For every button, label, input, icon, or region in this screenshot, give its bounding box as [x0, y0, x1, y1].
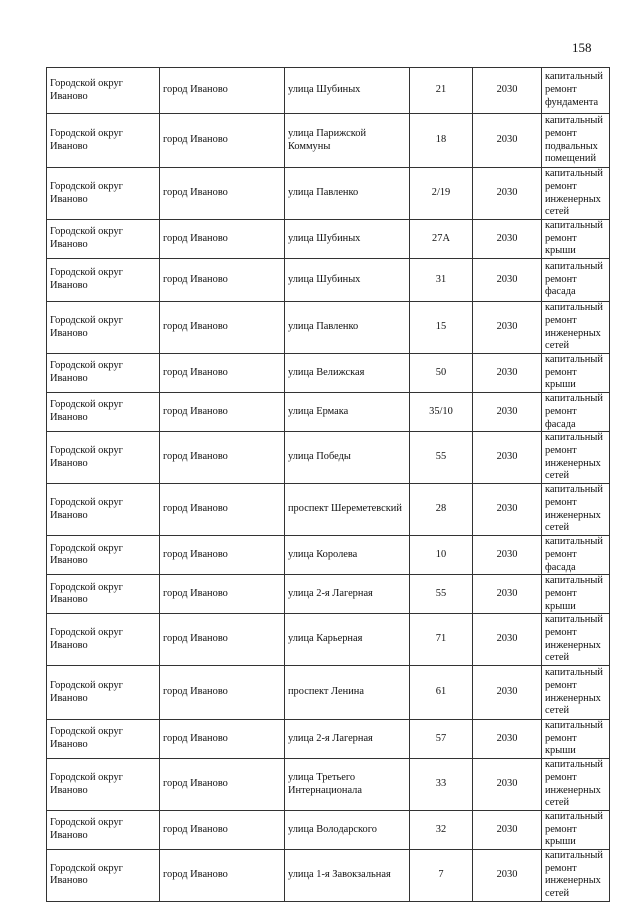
- work-type-cell: капитальный ремонт инженерных сетей: [542, 849, 610, 901]
- house-number-cell: 15: [410, 302, 473, 354]
- house-number-cell: 2/19: [410, 168, 473, 220]
- year-cell: 2030: [473, 302, 542, 354]
- year-cell: 2030: [473, 536, 542, 575]
- work-type-cell: капитальный ремонт инженерных сетей: [542, 759, 610, 811]
- work-type-cell: капитальный ремонт фасада: [542, 259, 610, 302]
- street-cell: улица Павленко: [285, 168, 410, 220]
- street-cell: улица Шубиных: [285, 68, 410, 114]
- table-row: [47, 354, 610, 393]
- city-cell: город Иваново: [160, 536, 285, 575]
- year-cell: 2030: [473, 575, 542, 614]
- street-cell: проспект Шереметевский: [285, 484, 410, 536]
- street-cell: улица Шубиных: [285, 259, 410, 302]
- work-type-cell: капитальный ремонт крыши: [542, 810, 610, 849]
- work-type-cell: капитальный ремонт фасада: [542, 536, 610, 575]
- year-cell: 2030: [473, 810, 542, 849]
- year-cell: 2030: [473, 720, 542, 759]
- table-row: [47, 536, 610, 575]
- table-row: [47, 168, 610, 220]
- street-cell: улица Ермака: [285, 393, 410, 432]
- street-cell: улица Парижской Коммуны: [285, 114, 410, 168]
- year-cell: 2030: [473, 393, 542, 432]
- city-cell: город Иваново: [160, 849, 285, 901]
- table-row: [47, 720, 610, 759]
- street-cell: проспект Ленина: [285, 666, 410, 720]
- work-type-cell: капитальный ремонт крыши: [542, 575, 610, 614]
- work-type-cell: капитальный ремонт фундамента: [542, 68, 610, 114]
- house-number-cell: 18: [410, 114, 473, 168]
- page-number: 158: [572, 40, 592, 55]
- street-cell: улица 2-я Лагерная: [285, 720, 410, 759]
- work-type-cell: капитальный ремонт крыши: [542, 720, 610, 759]
- street-cell: улица Победы: [285, 432, 410, 484]
- house-number-cell: 55: [410, 432, 473, 484]
- city-cell: город Иваново: [160, 720, 285, 759]
- city-cell: город Иваново: [160, 666, 285, 720]
- city-cell: город Иваново: [160, 114, 285, 168]
- street-cell: улица Велижская: [285, 354, 410, 393]
- district-cell: Городской округ Иваново: [47, 810, 160, 849]
- district-cell: Городской округ Иваново: [47, 354, 160, 393]
- work-type-cell: капитальный ремонт инженерных сетей: [542, 302, 610, 354]
- table-row: [47, 614, 610, 666]
- table-row: [47, 393, 610, 432]
- street-cell: улица Павленко: [285, 302, 410, 354]
- district-cell: Городской округ Иваново: [47, 302, 160, 354]
- house-number-cell: 27А: [410, 220, 473, 259]
- street-cell: улица Карьерная: [285, 614, 410, 666]
- city-cell: город Иваново: [160, 354, 285, 393]
- house-number-cell: 21: [410, 68, 473, 114]
- street-cell: улица Третьего Интернационала: [285, 759, 410, 811]
- district-cell: Городской округ Иваново: [47, 220, 160, 259]
- work-type-cell: капитальный ремонт крыши: [542, 354, 610, 393]
- work-type-cell: капитальный ремонт инженерных сетей: [542, 432, 610, 484]
- street-cell: улица 2-я Лагерная: [285, 575, 410, 614]
- table-body: [47, 68, 610, 902]
- city-cell: город Иваново: [160, 168, 285, 220]
- year-cell: 2030: [473, 614, 542, 666]
- district-cell: Городской округ Иваново: [47, 168, 160, 220]
- district-cell: Городской округ Иваново: [47, 432, 160, 484]
- street-cell: улица Королева: [285, 536, 410, 575]
- street-cell: улица Володарского: [285, 810, 410, 849]
- year-cell: 2030: [473, 114, 542, 168]
- city-cell: город Иваново: [160, 393, 285, 432]
- house-number-cell: 7: [410, 849, 473, 901]
- table-row: [47, 810, 610, 849]
- house-number-cell: 28: [410, 484, 473, 536]
- house-number-cell: 71: [410, 614, 473, 666]
- year-cell: 2030: [473, 849, 542, 901]
- table-row: [47, 220, 610, 259]
- table-row: [47, 666, 610, 720]
- year-cell: 2030: [473, 354, 542, 393]
- street-cell: улица 1-я Завокзальная: [285, 849, 410, 901]
- street-cell: улица Шубиных: [285, 220, 410, 259]
- city-cell: город Иваново: [160, 614, 285, 666]
- year-cell: 2030: [473, 484, 542, 536]
- table-row: [47, 432, 610, 484]
- house-number-cell: 55: [410, 575, 473, 614]
- city-cell: город Иваново: [160, 220, 285, 259]
- district-cell: Городской округ Иваново: [47, 849, 160, 901]
- year-cell: 2030: [473, 259, 542, 302]
- district-cell: Городской округ Иваново: [47, 759, 160, 811]
- year-cell: 2030: [473, 759, 542, 811]
- district-cell: Городской округ Иваново: [47, 68, 160, 114]
- table-row: [47, 68, 610, 114]
- city-cell: город Иваново: [160, 759, 285, 811]
- work-type-cell: капитальный ремонт инженерных сетей: [542, 614, 610, 666]
- city-cell: город Иваново: [160, 68, 285, 114]
- table-row: [47, 114, 610, 168]
- year-cell: 2030: [473, 220, 542, 259]
- work-type-cell: капитальный ремонт инженерных сетей: [542, 484, 610, 536]
- house-number-cell: 32: [410, 810, 473, 849]
- district-cell: Городской округ Иваново: [47, 114, 160, 168]
- table-row: [47, 302, 610, 354]
- house-number-cell: 50: [410, 354, 473, 393]
- table-row: [47, 849, 610, 901]
- work-type-cell: капитальный ремонт подвальных помещений: [542, 114, 610, 168]
- district-cell: Городской округ Иваново: [47, 259, 160, 302]
- table-row: [47, 759, 610, 811]
- city-cell: город Иваново: [160, 432, 285, 484]
- district-cell: Городской округ Иваново: [47, 666, 160, 720]
- year-cell: 2030: [473, 168, 542, 220]
- city-cell: город Иваново: [160, 484, 285, 536]
- work-type-cell: капитальный ремонт фасада: [542, 393, 610, 432]
- year-cell: 2030: [473, 432, 542, 484]
- house-number-cell: 31: [410, 259, 473, 302]
- work-type-cell: капитальный ремонт крыши: [542, 220, 610, 259]
- year-cell: 2030: [473, 666, 542, 720]
- house-number-cell: 33: [410, 759, 473, 811]
- city-cell: город Иваново: [160, 575, 285, 614]
- work-type-cell: капитальный ремонт инженерных сетей: [542, 168, 610, 220]
- city-cell: город Иваново: [160, 259, 285, 302]
- house-number-cell: 10: [410, 536, 473, 575]
- district-cell: Городской округ Иваново: [47, 536, 160, 575]
- district-cell: Городской округ Иваново: [47, 614, 160, 666]
- year-cell: 2030: [473, 68, 542, 114]
- district-cell: Городской округ Иваново: [47, 484, 160, 536]
- table-row: [47, 484, 610, 536]
- table-row: [47, 575, 610, 614]
- district-cell: Городской округ Иваново: [47, 575, 160, 614]
- district-cell: Городской округ Иваново: [47, 720, 160, 759]
- city-cell: город Иваново: [160, 810, 285, 849]
- city-cell: город Иваново: [160, 302, 285, 354]
- table-row: [47, 259, 610, 302]
- work-type-cell: капитальный ремонт инженерных сетей: [542, 666, 610, 720]
- repair-schedule-table: [46, 67, 610, 902]
- house-number-cell: 35/10: [410, 393, 473, 432]
- house-number-cell: 61: [410, 666, 473, 720]
- district-cell: Городской округ Иваново: [47, 393, 160, 432]
- house-number-cell: 57: [410, 720, 473, 759]
